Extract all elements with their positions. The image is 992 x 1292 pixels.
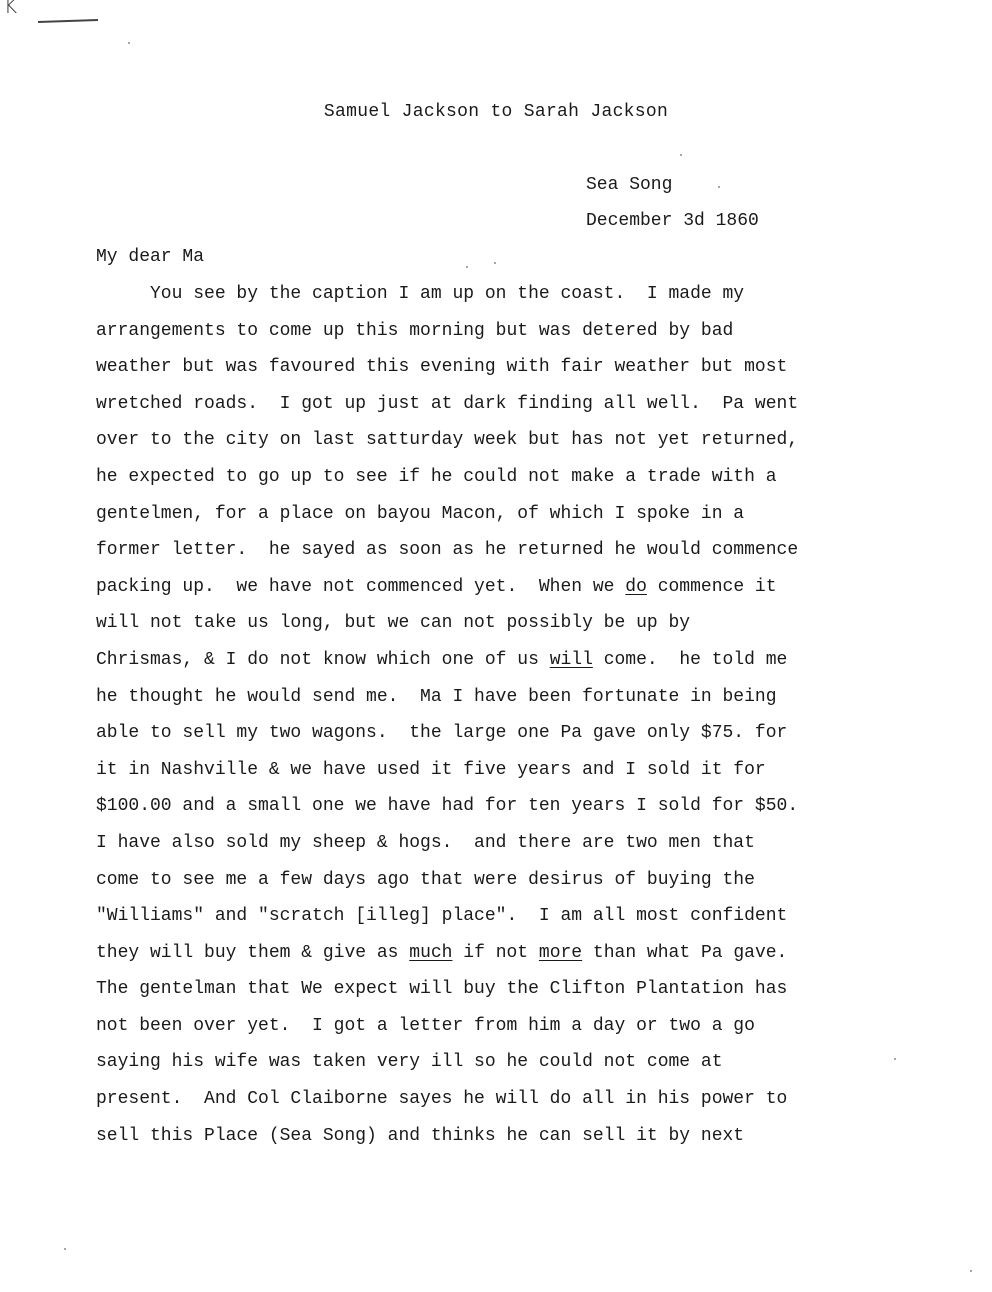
letter-line <box>96 978 976 1015</box>
letter-line <box>96 576 976 613</box>
line-text: he thought he would send me. Ma I have been fortunate in being <box>96 686 777 707</box>
underlined-word: much <box>409 942 453 963</box>
letter-line <box>96 722 976 759</box>
letter-line <box>96 356 976 393</box>
underlined-word: do <box>625 576 647 597</box>
line-text: weather but was favoured this evening with fair weather but most <box>96 357 788 378</box>
letter-line <box>96 649 976 686</box>
line-text: they will buy them & give as <box>96 942 410 963</box>
letter-line <box>96 905 976 942</box>
line-text: come. he told me <box>592 649 788 670</box>
line-text: it in Nashville & we have used it five years and I sold it for <box>96 759 766 780</box>
letter-line <box>96 869 976 906</box>
corner-handwritten-mark: K <box>4 0 18 18</box>
line-text: I have also sold my sheep & hogs. and there are two men that <box>96 832 755 853</box>
letter-line <box>96 393 976 430</box>
line-text: Chrismas, & I do not know which one of us <box>96 649 550 670</box>
scan-speck <box>128 42 130 44</box>
scan-speck <box>894 1058 896 1060</box>
line-text: gentelmen, for a place on bayou Macon, of which I spoke in a <box>96 503 745 524</box>
scan-speck <box>494 262 496 264</box>
letter-line <box>96 612 976 649</box>
scan-speck <box>718 186 720 188</box>
line-text: You see by the caption I am up on the coast. I made my <box>96 284 745 304</box>
scan-speck <box>64 1248 66 1250</box>
letter-line <box>96 942 976 979</box>
scan-speck <box>466 266 468 268</box>
line-text: over to the city on last satturday week but has not yet returned, <box>96 430 799 451</box>
letter-body <box>96 283 976 1161</box>
line-text: if not <box>452 942 539 963</box>
line-text: saying his wife was taken very ill so he could not come at <box>96 1052 723 1073</box>
scan-speck <box>680 154 682 156</box>
letter-salutation: My dear Ma <box>96 247 205 267</box>
letter-line <box>96 320 976 357</box>
letter-line <box>96 466 976 503</box>
line-text: packing up. we have not commenced yet. When we <box>96 576 626 597</box>
letter-line <box>96 1051 976 1088</box>
line-text: than what Pa gave. <box>582 942 788 963</box>
letter-place: Sea Song <box>586 175 673 195</box>
scan-speck <box>970 1270 972 1272</box>
line-text: "Williams" and "scratch [illeg] place". I am all most confident <box>96 906 788 927</box>
line-text: he expected to go up to see if he could not make a trade with a <box>96 466 777 487</box>
letter-line <box>96 795 976 832</box>
letter-title: Samuel Jackson to Sarah Jackson <box>323 102 669 122</box>
letter-line <box>96 503 976 540</box>
letter-line <box>96 686 976 723</box>
line-text: arrangements to come up this morning but was detered by bad <box>96 320 734 341</box>
letter-line <box>96 429 976 466</box>
line-text: able to sell my two wagons. the large one Pa gave only $75. for <box>96 723 788 744</box>
corner-pen-stroke <box>38 19 98 23</box>
letter-line <box>96 1125 976 1162</box>
line-text: wretched roads. I got up just at dark finding all well. Pa went <box>96 393 799 414</box>
line-text: not been over yet. I got a letter from him a day or two a go <box>96 1015 755 1036</box>
line-text: sell this Place (Sea Song) and thinks he can sell it by next <box>96 1125 745 1146</box>
line-text: commence it <box>646 576 777 597</box>
letter-line <box>96 283 976 320</box>
underlined-word: more <box>538 942 583 963</box>
letter-line <box>96 1088 976 1125</box>
line-text: former letter. he sayed as soon as he returned he would commence <box>96 540 799 561</box>
line-text: will not take us long, but we can not possibly be up by <box>96 613 691 634</box>
letter-line <box>96 759 976 796</box>
letter-date: December 3d 1860 <box>586 211 759 231</box>
line-text: come to see me a few days ago that were desirus of buying the <box>96 869 755 890</box>
letter-line <box>96 832 976 869</box>
line-text: $100.00 and a small one we have had for ten years I sold for $50. <box>96 796 799 817</box>
letter-line <box>96 1015 976 1052</box>
line-text: present. And Col Claiborne sayes he will do all in his power to <box>96 1089 788 1110</box>
underlined-word: will <box>549 649 593 670</box>
letter-line <box>96 539 976 576</box>
line-text: The gentelman that We expect will buy the Clifton Plantation has <box>96 979 788 1000</box>
